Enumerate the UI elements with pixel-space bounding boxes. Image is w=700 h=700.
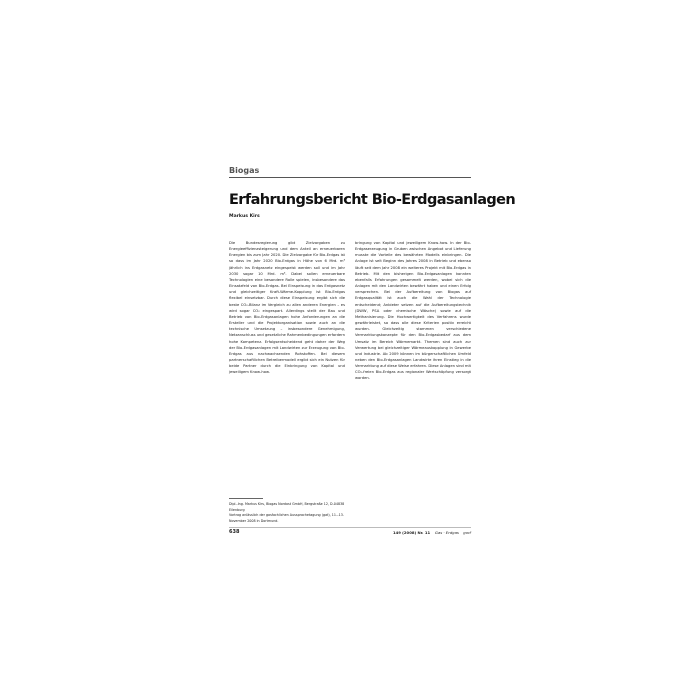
article-author: Markus Kirs <box>229 214 260 219</box>
publisher-logo: gwf <box>463 530 471 535</box>
journal-reference <box>393 530 471 535</box>
body-column-left: Die Bundesregierung gibt Zielvorgaben zu Energieeffizienzsteigerung und dem Anteil an erneuerbaren Energien bis zum Jahr 2020. Die Zielvorgabe für Bio-Erdgas ist so dass im Jahr 2020 Bio-Erdgas in Höhe von 6 Mrd. m³ jährlich ins Erdgasnetz eingespeist werden soll und im Jahr 2030 sogar 10 Mrd. m³. Dabei sollen erneuerbare Technologien eine besondere Rolle spielen, insbesondere das Einsatzfeld von Bio-Erdgas. Bei Einspeisung in das Erdgasnetz und gleichzeitiger Kraft-Wärme-Kopplung ist Bio-Erdgas flexibel einsetzbar. Durch diese Einspeisung ergibt sich die beste CO₂-Bilanz im Vergleich zu allen anderen Energien – es wird sogar CO₂ eingespart. Allerdings stellt der Bau und Betrieb von Bio-Erdgasanlagen hohe Anforderungen an die Ersteller und die Projektorganisation sowie auch an die technische Umsetzung – insbesondere Genehmigung, Netzanschluss und gesetzliche Rahmenbedingungen erfordern hohe Kompetenz. Erfolgsentscheidend geht daher der Weg der Bio-Erdgasanlagen mit Landwirten zur Erzeugung von Bio-Erdgas aus nachwachsenden Rohstoffen. Bei diesem partnerschaftlichen Betreibermodell ergibt sich ein Nutzen für beide Partner durch die Einbringung von Kapital und jeweiligem Know-how. <box>229 241 345 375</box>
footnote-rule <box>229 498 263 499</box>
footnote-line: Vortrag anlässlich der gasfachlichen Aussprachetagung (gat), 11.–13. November 2008 in Dortmund. <box>229 513 344 523</box>
journal-name: Gas · Erdgas <box>434 530 459 535</box>
footer-rule <box>229 527 471 528</box>
article-title: Erfahrungsbericht Bio-Erdgasanlagen <box>229 192 516 208</box>
footnote-line: Eilenburg <box>229 507 245 512</box>
journal-volume: 149 (2008) Nr. 11 <box>392 530 431 535</box>
body-column-right: bringung von Kapital und jeweiligem Know-how. In der Bio-Erdgaserzeugung in Gruben zwischen Angebot und Lieferung musste die Vorteile des bewährten Modells einbringen. Die Anlage ist seit Beginn des Jahres 2008 in Betrieb und ebenso läuft seit dem Jahr 2008 ein weiteres Projekt mit Bio-Erdgas in Betrieb. Mit den bisherigen Bio-Erdgasanlagen konnten ebenfalls Erfahrungen gesammelt werden, wobei sich die Anlagen mit den Landwirten bewährt haben und einen Erfolg versprechen. Bei der Aufbereitung von Biogas auf Erdgasqualität ist auch die Wahl der Technologie entscheidend; Anbieter setzen auf die Aufbereitungstechnik (DWW, PSA oder chemische Wäsche) sowie auf die Methanisierung. Die Hochwertigkeit des Verfahrens wurde gewährleistet, so dass alle diese Kriterien positiv erreicht wurden. Gleichzeitig stammen verschiedene Vermarktungskonzepte für den Bio-Erdgasbedarf aus dem Umsatz im Bereich Wärmemarkt. Themen sind auch zur Verwertung bei gleichzeitiger Wärmeauskopplung in Gewerbe und Industrie. Ab 2009 können im bürgerschaftlichen Umfeld neben den Bio-Erdgasanlagen Landwirte ihren Einstieg in die Vermarktung auf diese Weise erfahren. Diese Anlagen sind mit CO₂-freien Bio-Erdgas aus regionaler Wertschöpfung versorgt worden. <box>355 241 471 381</box>
section-label: Biogas <box>229 166 260 175</box>
footnote-line: Dipl.-Ing. Markus Kirs, Biogas Nordost GmbH, Bergstraße 12, D-04838 <box>229 502 345 506</box>
page-number: 638 <box>229 529 240 535</box>
footnote <box>229 502 345 524</box>
section-rule <box>229 177 471 178</box>
